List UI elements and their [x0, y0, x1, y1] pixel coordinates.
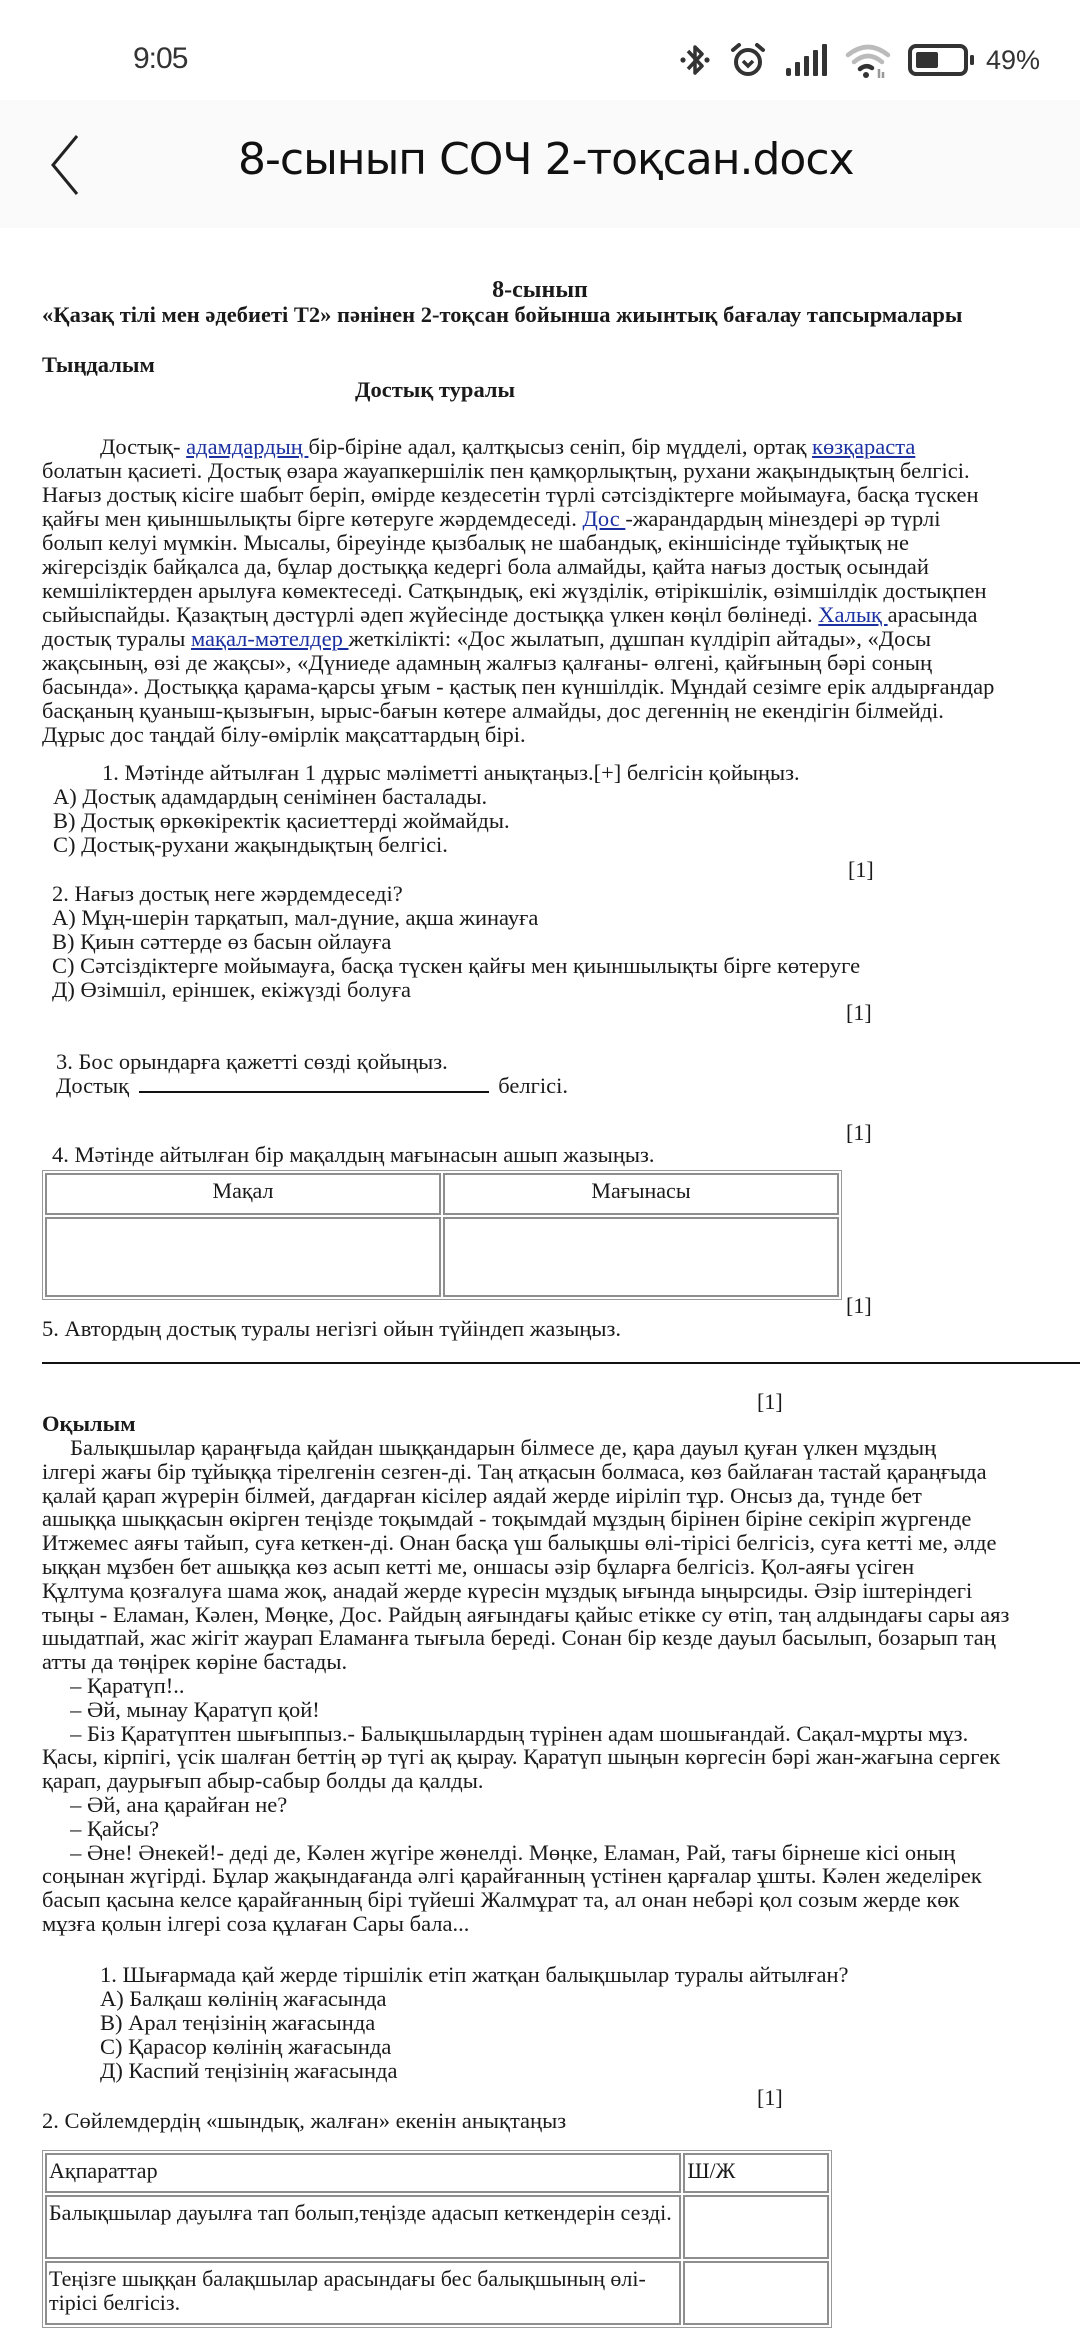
listening-q2-question: 2. Нағыз достық неге жәрдемдеседі? — [52, 881, 403, 906]
table-header-cell: Мағынасы — [443, 1173, 839, 1215]
reading-q1-option: В) Арал теңізінің жағасында — [100, 2010, 376, 2035]
listening-q2-option: В) Қиын сәттерде өз басын ойлауға — [52, 929, 392, 954]
paragraph-line — [100, 435, 915, 459]
paragraph-line — [42, 459, 970, 483]
reading-line: – Әне! Әнекей!- деді де, Кәлен жүгіре жөнелді. Мөңке, Еламан, Рай, тағы бірнеше кісі оның — [42, 1839, 956, 1865]
status-time: 9:05 — [133, 42, 188, 75]
reading-line: мұзға қолын ілгері соза құлаған Сары бала... — [42, 1911, 470, 1936]
text-run: -жарандардың мінездері әр түрлі — [625, 506, 941, 531]
reading-line: Құлтума қозғалуға шама жоқ, анадай жерде күресін мұздық ығында ыңырсиды. Әзір іштеріндегі — [42, 1577, 973, 1603]
wifi-icon — [844, 41, 892, 79]
text-run: болып келуі мүмкін. Мысалы, біреуінде қызбалық не шабандық, екіншісінде тұйықтық не — [42, 530, 909, 555]
reading-q1-option: А) Балқаш көлінің жағасында — [100, 1986, 387, 2011]
text-run: кемшіліктерден арылуға көмектеседі. Сатқындық, екі жүзділік, өтірікшілік, өзімшілдік достықпен — [42, 578, 987, 603]
score-mark: [1] — [757, 2085, 783, 2110]
reading-q1-option: С) Қарасор көлінің жағасында — [100, 2034, 392, 2059]
listening-q1-question: 1. Мәтінде айтылған 1 дұрыс мәліметті анықтаңыз.[+] белгісін қойыңыз. — [102, 760, 800, 785]
reading-line: – Әй, ана қарайған не? — [42, 1792, 288, 1817]
reading-line: басып қасына келсе қарайғанның бірі түйеші Жалмұрат та, ал онан небәрі қол созым жерде көк — [42, 1887, 960, 1913]
score-mark: [1] — [846, 1120, 872, 1145]
text-run: қайғы мен қиыншылықты бірге көтеруге жәрдемдеседі. — [42, 506, 583, 531]
reading-line: ашыққа шыққасын өкірген теңізде тоқымдай - тоқымдай мұздың бірінен біріне секіріп жүргенде — [42, 1506, 972, 1532]
listening-q2-option: А) Мұң-шерін тарқатып, мал-дүние, ақша жинауға — [52, 905, 539, 930]
hyperlink[interactable]: Халық — [818, 602, 888, 627]
signal-icon — [784, 42, 828, 78]
proverb-cell[interactable] — [45, 1217, 441, 1297]
meaning-cell[interactable] — [443, 1217, 839, 1297]
reading-line: Қасы, кірпігі, үсік шалған беттің әр түгі ақ қырау. Қаратүп шыңын көргесін бәрі жан-жағына сергек — [42, 1744, 1001, 1770]
battery-percent: 49% — [985, 44, 1040, 75]
text-run: Нағыз достық кісіге шабыт беріп, өмірде кездесетін түрлі сәтсіздіктерге мойымауға, басқа түскен — [42, 482, 979, 507]
listening-q1-option: А) Достық адамдардың сенімінен басталады. — [53, 784, 488, 809]
reading-q1-question: 1. Шығармада қай жерде тіршілік етіп жатқан балықшылар туралы айтылған? — [100, 1962, 849, 1987]
reading-line: ыққан мұзбен бет ашыққа көз асып кетті ме, оншасы әзір бұларға белгісіз. Қол-аяғы үсіген — [42, 1554, 915, 1579]
text-run: сыйыспайды. Қазақтың дәстүрлі әдеп жүйесінде достыққа үлкен көңіл бөлінеді. — [42, 602, 819, 627]
reading-line: шыдатпай, жас жігіт жаурап Еламанға тығыла береді. Сонан бір кезде дауыл басылып, бозарып таң — [42, 1625, 996, 1651]
paragraph-line — [42, 483, 979, 507]
listening-q2-option: Д) Өзімшіл, еріншек, екіжүзді болуға — [52, 977, 412, 1002]
table-header-row — [45, 1173, 839, 1215]
text-run: Дұрыс дос таңдай білу-өмірлік мақсаттардың бірі. — [42, 722, 526, 747]
paragraph-line — [42, 531, 909, 555]
statement-cell: Балықшылар дауылға тап болып,теңізде адасып кеткендерін сезді. — [45, 2195, 681, 2259]
subtitle: «Қазақ тілі мен әдебиеті Т2» пәнінен 2-тоқсан бойынша жиынтық бағалау тапсырмалары — [42, 302, 963, 327]
score-mark: [1] — [846, 1000, 872, 1025]
listening-q1-option: В) Достық өркөкіректік қасиеттерді жоймайды. — [53, 808, 510, 833]
text-run: жақсының, өзі де жақсы», «Дүниеде адамның жалғыз қалғаны- өлгені, қайғының бәрі соның — [42, 650, 933, 675]
reading-line: қалай қарап жүрерін білмей, дағдарған кісілер аядай жерде иіріліп тұр. Онсыз да, түнде бет — [42, 1482, 922, 1508]
paragraph-line — [42, 507, 940, 531]
bluetooth-icon — [678, 40, 712, 80]
table-row — [45, 2195, 829, 2259]
back-button[interactable] — [40, 130, 100, 200]
hyperlink[interactable]: Дос — [582, 506, 626, 531]
reading-line: Балықшылар қараңғыда қайдан шыққандарын білмесе де, қара дауыл қуған үлкен мұздың — [42, 1435, 937, 1460]
grade-title: 8-сынып — [492, 277, 588, 303]
reading-q2-question: 2. Сөйлемдердің «шындық, жалған» екенін анықтаңыз — [42, 2108, 567, 2133]
listening-q1-option: С) Достық-рухани жақындықтың белгісі. — [53, 832, 448, 857]
reading-heading: Оқылым — [42, 1411, 136, 1436]
document-page — [0, 228, 1080, 2340]
status-bar — [0, 0, 1080, 100]
text-run: достық туралы — [42, 626, 191, 651]
paragraph-line — [42, 555, 929, 579]
answer-cell[interactable] — [683, 2261, 829, 2325]
reading-line: Итжемес аяғы тайып, суға кеткен-ді. Онан басқа үш балықшы өлі-тірісі белгісіз, суға кетті ме, әлде — [42, 1530, 997, 1556]
true-false-table — [42, 2150, 832, 2328]
score-mark: [1] — [757, 1389, 783, 1414]
chevron-left-icon — [40, 130, 100, 200]
fill-suffix: белгісі. — [498, 1073, 568, 1098]
text-run: жеткілікті: «Дос жылатып, дұшпан күлдіріп айтады», «Досы — [348, 626, 932, 651]
reading-line: соңынан жүгірді. Бұлар жақындағанда әлгі қарайғанның үстінен қарғалар ұшты. Кәлен жеделірек — [42, 1863, 982, 1889]
listening-q3-fill-line — [56, 1074, 568, 1098]
reading-line: – Қаратүп!.. — [42, 1673, 185, 1698]
paragraph-line — [42, 627, 931, 651]
text-run: басында». Достыққа қарама-қарсы ұғым - қастық пен күншілдік. Мұндай сезімге ерік алдырғандар — [42, 674, 995, 699]
paragraph-line — [42, 699, 944, 723]
app-header — [0, 100, 1080, 228]
reading-line: қарап, даурығып абыр-сабыр болды да қалды. — [42, 1768, 484, 1794]
text-run: арасында — [887, 602, 978, 627]
text-title: Достық туралы — [355, 377, 516, 402]
text-run: басқаның қуаныш-қызығын, ырыс-бағын көтере алмайды, дос дегеннің не екендігін білмейді. — [42, 698, 944, 723]
reading-line: – Әй, мынау Қаратүп қой! — [42, 1696, 320, 1722]
statement-cell: Теңізге шыққан балақшылар арасындағы бес балықшының өлі-тірісі белгісіз. — [45, 2261, 681, 2325]
status-icons — [678, 40, 1040, 80]
text-run: жігерсіздік байқалса да, бұлар достыққа кедергі бола алмайды, қайта нағыз достық осындай — [42, 554, 929, 579]
listening-q5-question: 5. Автордың достық туралы негізгі ойын түйіндеп жазыңыз. — [42, 1316, 622, 1341]
fill-prefix: Достық — [56, 1073, 130, 1098]
alarm-icon — [728, 40, 768, 80]
hyperlink[interactable]: мақал-мәтелдер — [190, 626, 349, 651]
text-run: болатын қасиеті. Достық өзара жауапкершілік пен қамқорлықтың, рухани жақындықтың белгісі. — [42, 458, 970, 483]
table-header-cell: Ш/Ж — [683, 2153, 829, 2193]
paragraph-line — [42, 723, 526, 747]
table-row — [45, 2261, 829, 2325]
listening-q2-option: С) Сәтсіздіктерге мойымауға, басқа түскен қайғы мен қиыншылықты бірге көтеруге — [52, 953, 861, 978]
reading-line: тыңы - Еламан, Кәлен, Мөңке, Дос. Райдың аяғындағы қайыс етікке су өтіп, таң алдындағы сары аяз — [42, 1601, 1010, 1627]
text-run: Достық- — [100, 434, 187, 459]
hyperlink[interactable]: адамдардың — [186, 434, 309, 459]
listening-heading: Тыңдалым — [42, 352, 155, 377]
reading-q1-option: Д) Каспий теңізінің жағасында — [100, 2058, 398, 2083]
reading-line: атты да төңірек көріне бастады. — [42, 1649, 348, 1675]
listening-q4-question: 4. Мәтінде айтылған бір мақалдың мағынасын ашып жазыңыз. — [52, 1142, 655, 1167]
table-header-cell: Ақпараттар — [45, 2153, 681, 2193]
table-header-cell: Мақал — [45, 1173, 441, 1215]
reading-line: – Біз Қаратүптен шығыппыз.- Балықшылардың түрінен адам шошығандай. Сақал-мұрты мұз. — [42, 1720, 969, 1746]
reading-line: – Қайсы? — [42, 1815, 160, 1841]
score-mark: [1] — [848, 857, 874, 882]
proverb-table — [42, 1170, 842, 1300]
listening-q3-question: 3. Бос орындарға қажетті сөзді қойыңыз. — [56, 1049, 448, 1074]
document-title: 8-сынып СОЧ 2-тоқсан.docx — [238, 134, 854, 185]
paragraph-line — [42, 579, 987, 603]
text-run: бір-біріне адал, қалтқысыз сеніп, бір мүдделі, ортақ — [308, 434, 813, 459]
fill-blank-input[interactable] — [139, 1075, 489, 1093]
table-header-row — [45, 2153, 829, 2193]
paragraph-line — [42, 603, 977, 627]
battery-icon — [908, 43, 976, 77]
answer-cell[interactable] — [683, 2195, 829, 2259]
paragraph-line — [42, 651, 932, 675]
paragraph-line — [42, 675, 994, 699]
table-row — [45, 1217, 839, 1297]
hyperlink[interactable]: көзқараста — [812, 434, 916, 459]
score-mark: [1] — [846, 1293, 872, 1318]
reading-line: ілгері жағы бір тұйыққа тірелгенін сезген-ді. Таң атқасын болмаса, көз байлаған тастай қараңғыда — [42, 1458, 987, 1484]
answer-line[interactable] — [42, 1362, 1080, 1364]
